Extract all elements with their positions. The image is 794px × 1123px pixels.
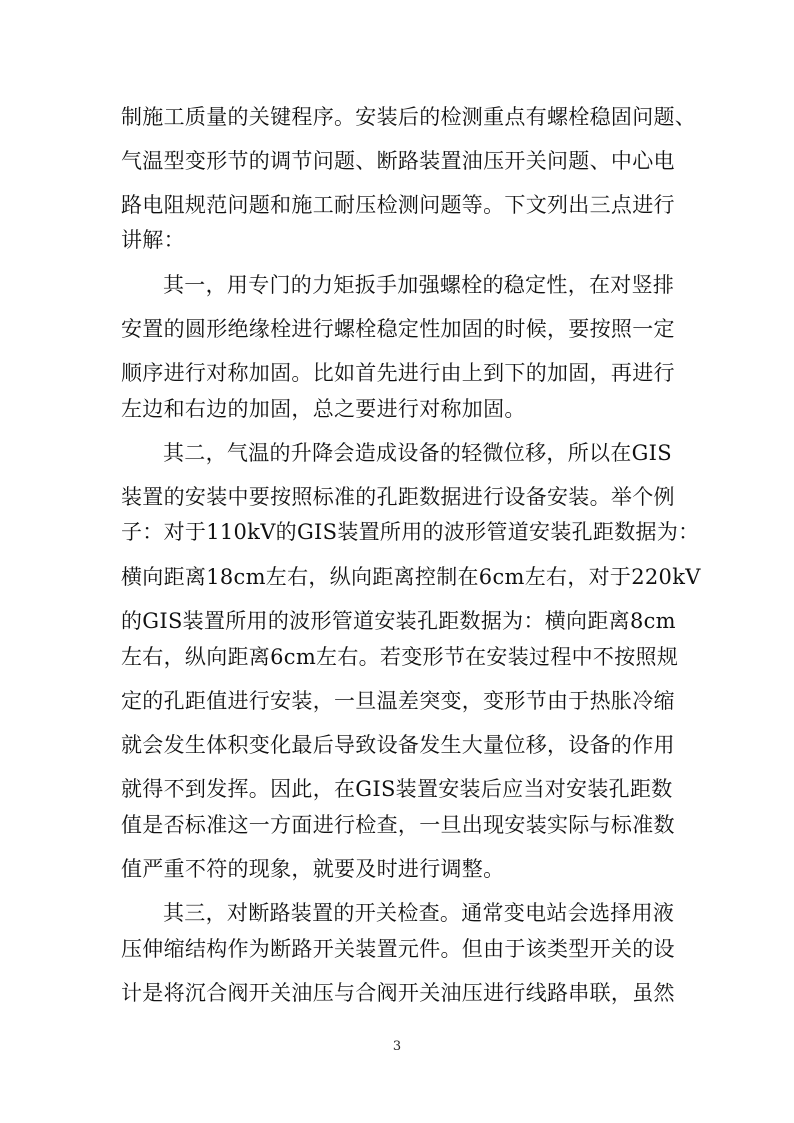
text-line: 气温型变形节的调节问题、断路装置油压开关问题、中心电 <box>121 149 675 173</box>
text-line: 其二，气温的升降会造成设备的轻微位移，所以在GIS <box>163 441 672 465</box>
text-line: 计是将沉合阀开关油压与合阀开关油压进行线路串联，虽然 <box>121 981 675 1005</box>
text-line: 的GIS装置所用的波形管道安装孔距数据为：横向距离8cm <box>121 609 676 633</box>
text-line: 讲解： <box>121 228 185 252</box>
text-line: 顺序进行对称加固。比如首先进行由上到下的加固，再进行 <box>121 361 675 385</box>
text-line: 值严重不符的现象，就要及时进行调整。 <box>121 857 505 881</box>
text-line: 路电阻规范问题和施工耐压检测问题等。下文列出三点进行 <box>121 193 675 217</box>
text-line: 安置的圆形绝缘栓进行螺栓稳定性加固的时候，要按照一定 <box>121 317 675 341</box>
text-line: 装置的安装中要按照标准的孔距数据进行设备安装。举个例 <box>121 485 675 509</box>
text-line: 定的孔距值进行安装，一旦温差突变，变形节由于热胀冷缩 <box>121 689 675 713</box>
text-line: 子：对于110kV的GIS装置所用的波形管道安装孔距数据为： <box>121 520 700 544</box>
text-line: 其一，用专门的力矩扳手加强螺栓的稳定性，在对竖排 <box>163 273 675 297</box>
text-line: 就得不到发挥。因此，在GIS装置安装后应当对安装孔距数 <box>121 777 673 801</box>
text-line: 压伸缩结构作为断路开关装置元件。但由于该类型开关的设 <box>121 937 675 961</box>
text-line: 就会发生体积变化最后导致设备发生大量位移，设备的作用 <box>121 733 675 757</box>
text-line: 其三，对断路装置的开关检查。通常变电站会选择用液 <box>163 901 675 925</box>
page-number: 3 <box>392 1039 402 1054</box>
text-line: 横向距离18cm左右，纵向距离控制在6cm左右，对于220kV <box>121 565 701 589</box>
text-line: 制施工质量的关键程序。安装后的检测重点有螺栓稳固问题、 <box>121 105 697 129</box>
text-line: 左右，纵向距离6cm左右。若变形节在安装过程中不按照规 <box>121 645 679 669</box>
text-line: 值是否标准这一方面进行检查，一旦出现安装实际与标准数 <box>121 813 675 837</box>
text-line: 左边和右边的加固，总之要进行对称加固。 <box>121 397 526 421</box>
